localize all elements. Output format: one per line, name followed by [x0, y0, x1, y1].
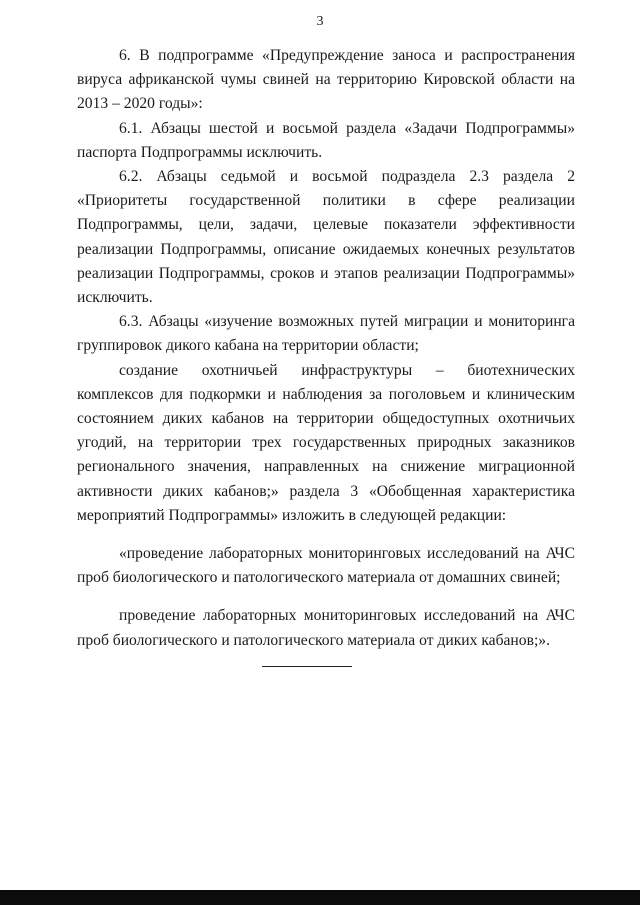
quoted-item-domestic-pigs: «проведение лабораторных мониторинговых исследований на АЧС проб биологического и патологического материала от домашних свиней;: [77, 545, 575, 587]
spacer: [77, 590, 575, 604]
paragraph-6: 6. В подпрограмме «Предупреждение заноса и распространения вируса африканской чумы свиней на территорию Кировской области на 2013 – 2020 годы»:: [77, 47, 575, 113]
page-number: 3: [316, 14, 324, 29]
spacer: [77, 528, 575, 542]
paragraph-6-2: 6.2. Абзацы седьмой и восьмой подраздела 2.3 раздела 2 «Приоритеты государственной политики в сфере реализации Подпрограммы, цели, задачи, целевые показатели эффективности реализации Подпрограммы, описание ожидаемых конечных результатов реализации Подпрограммы, сроков и этапов реализации Подпрограммы» исключить.: [77, 168, 575, 307]
quoted-item-wild-boars: проведение лабораторных мониторинговых исследований на АЧС проб биологического и патологического материала от диких кабанов;».: [77, 607, 575, 649]
end-divider-line: [262, 666, 352, 667]
paragraph-6-3: 6.3. Абзацы «изучение возможных путей миграции и мониторинга группировок дикого кабана на территории области;: [77, 313, 575, 355]
paragraph-6-3-continuation: создание охотничьей инфраструктуры – биотехнических комплексов для подкормки и наблюдения за поголовьем и клиническим состоянием диких кабанов на территории общедоступных охотничьих угодий, на территории трех государственных природных заказников регионального значения, направленных на снижение миграционной активности диких кабанов;» раздела 3 «Обобщенная характеристика мероприятий Подпрограммы» изложить в следующей редакции:: [77, 361, 575, 524]
document-body: [77, 44, 575, 653]
scan-edge-bar: [0, 890, 640, 905]
paragraph-6-1: 6.1. Абзацы шестой и восьмой раздела «Задачи Подпрограммы» паспорта Подпрограммы исключить.: [77, 119, 575, 161]
